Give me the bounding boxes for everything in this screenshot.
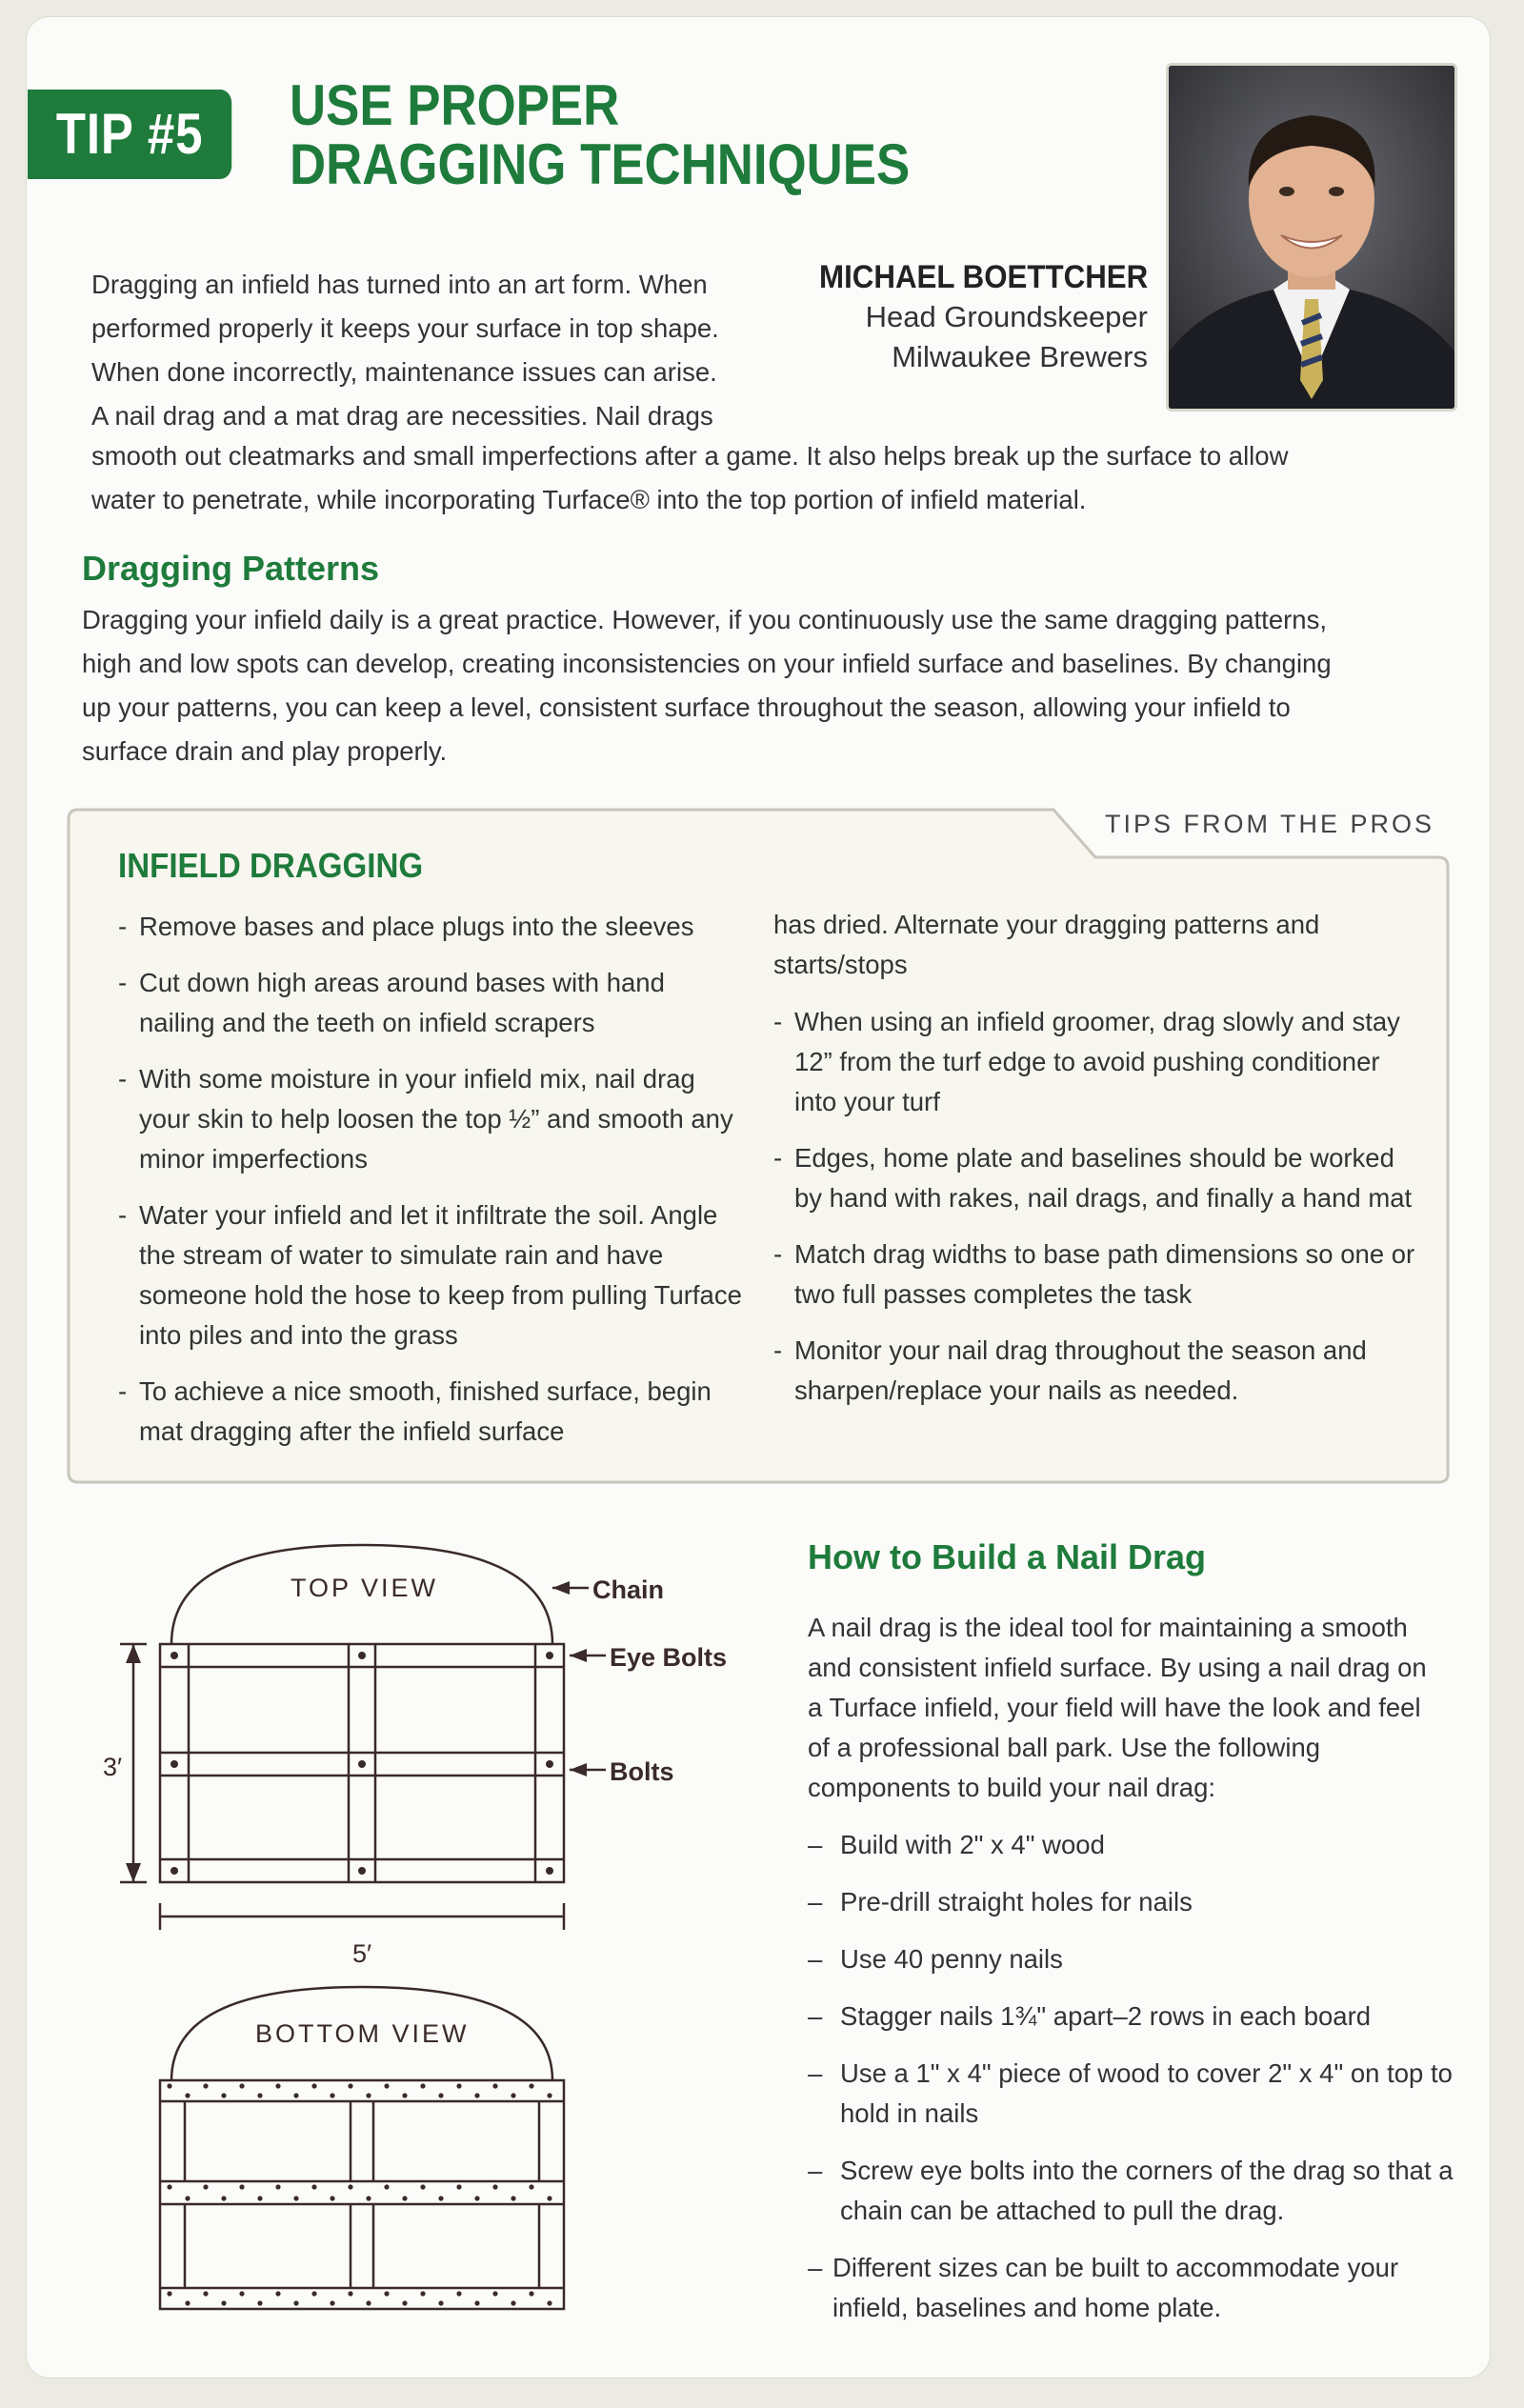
nail-dot bbox=[474, 2300, 479, 2305]
list-item: - Water your infield and let it infiltrate the soil. Angle the stream of water to simulate rain and have someone hold the hose to keep from pulling Turface into piles and into the grass bbox=[118, 1195, 747, 1355]
nail-dot bbox=[547, 2300, 551, 2305]
list-item: - Match drag widths to base path dimensions so one or two full passes completes the task bbox=[773, 1234, 1421, 1314]
nail-dot bbox=[402, 2093, 407, 2097]
intro-line: A nail drag and a mat drag are necessities. Nail drags bbox=[91, 401, 713, 431]
nail-dot bbox=[529, 2291, 533, 2296]
nail-dot bbox=[203, 2291, 208, 2296]
paragraph-line: high and low spots can develop, creating inconsistencies on your infield surface and baselines. By changing bbox=[82, 649, 1332, 678]
intro-line: water to penetrate, while incorporating Turface® into the top portion of infield material. bbox=[91, 485, 1087, 514]
nail-dot bbox=[311, 2184, 316, 2189]
nail-dot bbox=[293, 2300, 298, 2305]
tips-list-right bbox=[773, 1002, 1421, 1427]
list-item: - Cut down high areas around bases with hand nailing and the teeth on infield scrapers bbox=[118, 963, 747, 1043]
nail-dot bbox=[474, 2196, 479, 2200]
nail-dot bbox=[275, 2291, 280, 2296]
nail-dot bbox=[402, 2196, 407, 2200]
list-item: – Build with 2" x 4" wood bbox=[808, 1825, 1455, 1865]
paragraph-line: up your patterns, you can keep a level, consistent surface throughout the season, allowing your infield to bbox=[82, 692, 1291, 722]
nail-dot bbox=[511, 2300, 515, 2305]
nail-dot bbox=[438, 2093, 443, 2097]
eye-bolts-label: Eye Bolts bbox=[610, 1643, 728, 1672]
nail-dot bbox=[167, 2184, 171, 2189]
intro-paragraph-continued bbox=[91, 434, 1425, 522]
bolts-label: Bolts bbox=[610, 1757, 674, 1786]
nail-dot bbox=[239, 2083, 244, 2088]
intro-line: smooth out cleatmarks and small imperfections after a game. It also helps break up the surface to allow bbox=[91, 441, 1289, 471]
nail-drag-diagram bbox=[86, 1524, 772, 2343]
nail-dot bbox=[221, 2300, 226, 2305]
nail-dot bbox=[492, 2291, 497, 2296]
nail-dot bbox=[257, 2196, 262, 2200]
tips-list-left bbox=[118, 907, 747, 1468]
list-item: – Screw eye bolts into the corners of the drag so that a chain can be attached to pull the drag. bbox=[808, 2151, 1455, 2231]
nail-dot bbox=[366, 2300, 371, 2305]
nail-dot bbox=[420, 2184, 425, 2189]
nail-dot bbox=[348, 2184, 352, 2189]
nail-dot bbox=[420, 2291, 425, 2296]
headline bbox=[290, 73, 911, 196]
nail-drag-list bbox=[808, 1825, 1455, 2345]
nail-dot bbox=[257, 2300, 262, 2305]
intro-line: When done incorrectly, maintenance issues can arise. bbox=[91, 357, 717, 387]
byline-name: MICHAEL BOETTCHER bbox=[818, 259, 1148, 295]
nail-dot bbox=[275, 2184, 280, 2189]
nail-dot bbox=[330, 2196, 334, 2200]
nail-drag-heading: How to Build a Nail Drag bbox=[808, 1537, 1207, 1576]
list-item: – Pre-drill straight holes for nails bbox=[808, 1882, 1455, 1922]
list-item: - With some moisture in your infield mix, nail drag your skin to help loosen the top ½” and smooth any minor imperfections bbox=[118, 1059, 747, 1179]
list-item: – Stagger nails 1¾" apart–2 rows in each board bbox=[808, 1997, 1455, 2037]
nail-dot bbox=[293, 2196, 298, 2200]
nail-dot bbox=[257, 2093, 262, 2097]
nail-dot bbox=[221, 2196, 226, 2200]
nail-dot bbox=[185, 2093, 190, 2097]
top-view-label: TOP VIEW bbox=[291, 1574, 439, 1602]
nail-dot bbox=[456, 2291, 461, 2296]
infield-dragging-title: INFIELD DRAGGING bbox=[118, 846, 424, 885]
height-dimension-label: 3′ bbox=[103, 1753, 123, 1781]
nail-dot bbox=[275, 2083, 280, 2088]
list-item: - Monitor your nail drag throughout the season and sharpen/replace your nails as needed. bbox=[773, 1331, 1421, 1411]
headline-line-1: USE PROPER bbox=[290, 73, 620, 137]
nail-dot bbox=[348, 2291, 352, 2296]
nail-dot bbox=[547, 2093, 551, 2097]
nail-dot bbox=[330, 2093, 334, 2097]
nail-dot bbox=[239, 2184, 244, 2189]
intro-paragraph bbox=[91, 263, 758, 438]
nail-dot bbox=[366, 2093, 371, 2097]
nail-dot bbox=[330, 2300, 334, 2305]
list-item-continuation: has dried. Alternate your dragging patterns and starts/stops bbox=[773, 910, 1320, 979]
nail-dot bbox=[547, 2196, 551, 2200]
nail-dot bbox=[366, 2196, 371, 2200]
list-item: – Use 40 penny nails bbox=[808, 1939, 1455, 1979]
nail-dot bbox=[311, 2083, 316, 2088]
nail-dot bbox=[185, 2300, 190, 2305]
nail-dot bbox=[492, 2083, 497, 2088]
nail-dot bbox=[384, 2083, 389, 2088]
nail-dot bbox=[293, 2093, 298, 2097]
paragraph-line: Dragging your infield daily is a great practice. However, if you continuously use the same dragging patterns, bbox=[82, 605, 1327, 634]
paragraph-line: surface drain and play properly. bbox=[82, 736, 448, 766]
tips-from-pros-label: TIPS FROM THE PROS bbox=[1105, 810, 1435, 838]
nail-dot bbox=[311, 2291, 316, 2296]
list-item: - Edges, home plate and baselines should be worked by hand with rakes, nail drags, and finally a hand mat bbox=[773, 1138, 1421, 1218]
intro-line: Dragging an infield has turned into an art form. When bbox=[91, 270, 708, 299]
nail-dot bbox=[511, 2093, 515, 2097]
nail-dot bbox=[239, 2291, 244, 2296]
list-item: – Use a 1" x 4" piece of wood to cover 2" x 4" on top to hold in nails bbox=[808, 2054, 1455, 2134]
nail-dot bbox=[348, 2083, 352, 2088]
nail-dot bbox=[474, 2093, 479, 2097]
list-item: - Remove bases and place plugs into the sleeves bbox=[118, 907, 747, 947]
nail-dot bbox=[384, 2291, 389, 2296]
nail-dot bbox=[203, 2184, 208, 2189]
nail-dot bbox=[402, 2300, 407, 2305]
nail-dot bbox=[167, 2291, 171, 2296]
byline-team: Milwaukee Brewers bbox=[892, 340, 1148, 373]
byline bbox=[791, 257, 1148, 377]
dragging-patterns-heading: Dragging Patterns bbox=[82, 549, 380, 588]
nail-dot bbox=[529, 2083, 533, 2088]
portrait-photo bbox=[1166, 63, 1457, 411]
list-item: - When using an infield groomer, drag slowly and stay 12” from the turf edge to avoid pushing conditioner into your turf bbox=[773, 1002, 1421, 1122]
nail-dot bbox=[438, 2196, 443, 2200]
nail-dot bbox=[456, 2184, 461, 2189]
nail-drag-intro: A nail drag is the ideal tool for maintaining a smooth and consistent infield surface. By using a nail drag on a Turface infield, your field will have the look and feel of a professional ball park. Use the following components to build your nail drag: bbox=[808, 1613, 1427, 1802]
nail-dot bbox=[456, 2083, 461, 2088]
intro-line: performed properly it keeps your surface in top shape. bbox=[91, 313, 719, 343]
dragging-patterns-paragraph bbox=[82, 598, 1434, 773]
nail-dot bbox=[438, 2300, 443, 2305]
nail-dot bbox=[384, 2184, 389, 2189]
nail-dot bbox=[221, 2093, 226, 2097]
nail-dot bbox=[511, 2196, 515, 2200]
nail-dot bbox=[529, 2184, 533, 2189]
bottom-view-label: BOTTOM VIEW bbox=[255, 2019, 470, 2048]
headline-line-2: DRAGGING TECHNIQUES bbox=[290, 132, 911, 196]
list-item: - To achieve a nice smooth, finished surface, begin mat dragging after the infield surface bbox=[118, 1372, 747, 1452]
nail-dot bbox=[492, 2184, 497, 2189]
width-dimension-label: 5′ bbox=[352, 1939, 372, 1968]
chain-label: Chain bbox=[592, 1575, 665, 1604]
byline-role: Head Groundskeeper bbox=[865, 300, 1148, 333]
list-item: – Different sizes can be built to accommodate your infield, baselines and home plate. bbox=[808, 2248, 1455, 2328]
nail-dot bbox=[185, 2196, 190, 2200]
nail-dot bbox=[420, 2083, 425, 2088]
nail-dot bbox=[203, 2083, 208, 2088]
tip-badge: TIP #5 bbox=[28, 90, 231, 179]
nail-dot bbox=[167, 2083, 171, 2088]
